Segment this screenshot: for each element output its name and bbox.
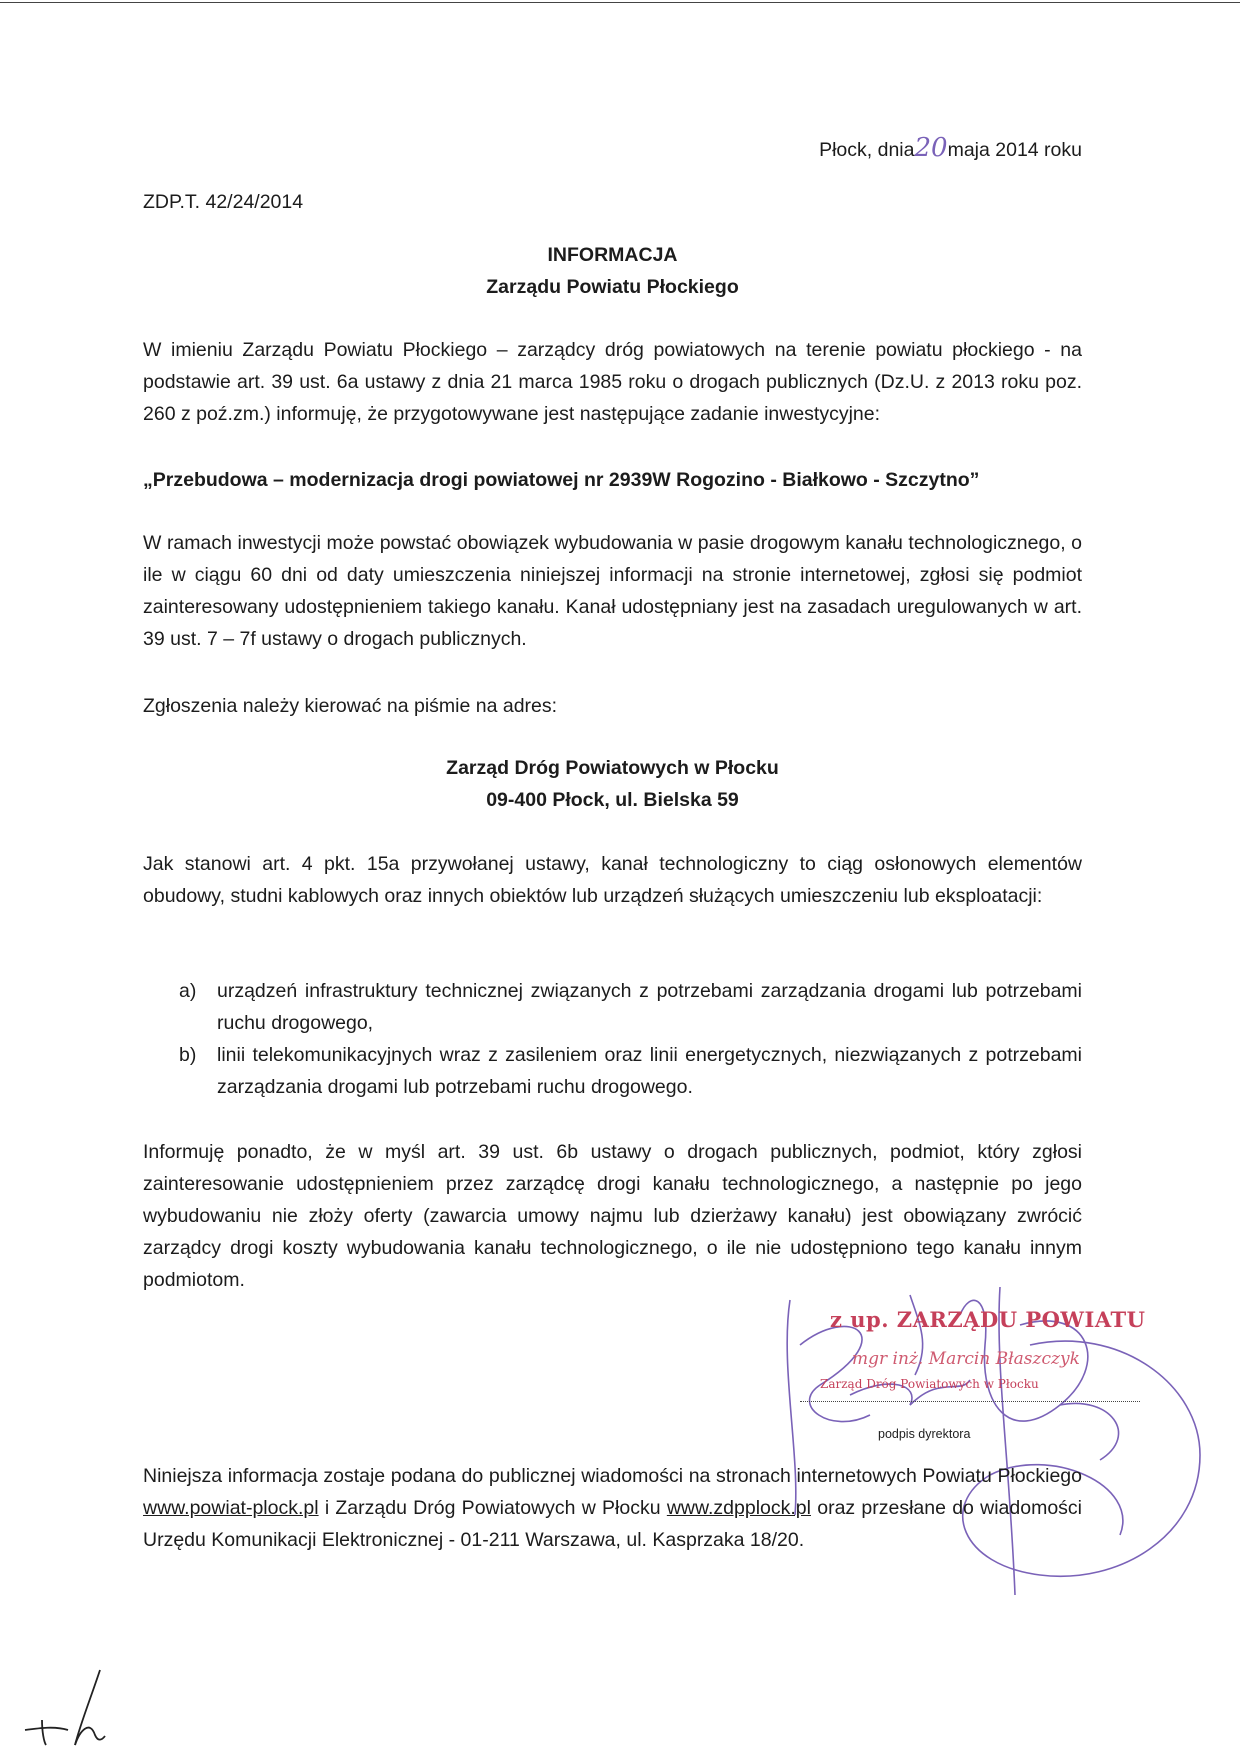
signature-line bbox=[800, 1401, 1140, 1402]
place-date-prefix: Płock, dnia bbox=[819, 139, 915, 161]
closing-text-2: i Zarządu Dróg Powiatowych w Płocku bbox=[324, 1497, 661, 1519]
address-line-1: Zarząd Dróg Powiatowych w Płocku bbox=[446, 757, 779, 779]
submissions-paragraph: Zgłoszenia należy kierować na piśmie na adres: bbox=[143, 695, 558, 717]
reference-number: ZDP.T. 42/24/2014 bbox=[143, 191, 304, 213]
powiat-website-link[interactable]: www.powiat-plock.pl bbox=[143, 1497, 319, 1519]
address-line-2: 09-400 Płock, ul. Bielska 59 bbox=[486, 789, 739, 811]
list-item bbox=[179, 975, 1082, 1039]
investment-paragraph: W ramach inwestycji może powstać obowiązek wybudowania w pasie drogowym kanału technologicznego, o ile w ciągu 60 dni od daty umieszczenia niniejszej informacji na stronie internetowej, zgłosi się podmiot zainteresowany udostępnieniem takiego kanału. Kanał udostępniany jest na zasadach uregulowanych w art. 39 ust. 7 – 7f ustawy o drogach publicznych. bbox=[143, 532, 1082, 650]
closing-paragraph bbox=[143, 1460, 1082, 1556]
list-text: linii telekomunikacyjnych wraz z zasileniem oraz linii energetycznych, niezwiązanych z potrzebami zarządzania drogami lub potrzebami ruchu drogowego. bbox=[217, 1044, 1082, 1098]
initials-paraph-icon bbox=[20, 1660, 120, 1750]
signature-caption: podpis dyrektora bbox=[878, 1427, 971, 1441]
document-title: INFORMACJA bbox=[547, 244, 678, 266]
closing-text-1: Niniejsza informacja zostaje podana do publicznej wiadomości na stronach internetowych Powiatu Płockiego bbox=[143, 1465, 1082, 1487]
signature-scribble-icon bbox=[760, 1285, 1220, 1605]
list-text: urządzeń infrastruktury technicznej związanych z potrzebami zarządzania drogami lub potrzebami ruchu drogowego, bbox=[217, 980, 1082, 1034]
list-marker: b) bbox=[179, 1044, 197, 1066]
stamp-signatory: mgr inż. Marcin Błaszczyk bbox=[852, 1349, 1080, 1369]
intro-paragraph: W imieniu Zarządu Powiatu Płockiego – zarządcy dróg powiatowych na terenie powiatu płockiego - na podstawie art. 39 ust. 6a ustawy z dnia 21 marca 1985 roku o drogach publicznych (Dz.U. z 2013 roku poz. 260 z poź.zm.) informuję, że przygotowywane jest następujące zadanie inwestycyjne: bbox=[143, 339, 1082, 425]
zdp-website-link[interactable]: www.zdpplock.pl bbox=[666, 1497, 811, 1519]
task-name: „Przebudowa – modernizacja drogi powiatowej nr 2939W Rogozino - Białkowo - Szczytno” bbox=[143, 469, 980, 491]
list-item bbox=[179, 1039, 1082, 1103]
place-date bbox=[700, 132, 1082, 166]
stamp-authority: z up. ZARZĄDU POWIATU bbox=[830, 1307, 1146, 1332]
document-subtitle: Zarządu Powiatu Płockiego bbox=[486, 276, 739, 298]
definition-paragraph: Jak stanowi art. 4 pkt. 15a przywołanej ustawy, kanał technologiczny to ciąg osłonowych elementów obudowy, studni kablowych oraz innych obiektów lub urządzeń służących umieszczeniu lub eksploatacji: bbox=[143, 853, 1082, 907]
official-stamp bbox=[760, 1285, 1220, 1605]
place-date-suffix: maja 2014 roku bbox=[947, 139, 1082, 161]
stamp-institution: Zarząd Dróg Powiatowych w Płocku bbox=[820, 1377, 1039, 1391]
scan-top-border bbox=[0, 2, 1240, 3]
closing-text-3: oraz przesłane do wiadomości Urzędu Komunikacji Elektronicznej - 01-211 Warszawa, ul. Kasprzaka 18/20. bbox=[143, 1497, 1082, 1551]
handwritten-day: 20 bbox=[914, 133, 948, 163]
further-paragraph: Informuję ponadto, że w myśl art. 39 ust. 6b ustawy o drogach publicznych, podmiot, który zgłosi zainteresowanie udostępnieniem przez zarządcę drogi kanału technologicznego, a następnie po jego wybudowaniu nie złoży oferty (zawarcia umowy najmu lub dzierżawy kanału) jest obowiązany zwrócić zarządcy drogi koszty wybudowania kanału technologicznego, o ile nie udostępniono tego kanału innym podmiotom. bbox=[143, 1141, 1082, 1291]
list-marker: a) bbox=[179, 980, 197, 1002]
